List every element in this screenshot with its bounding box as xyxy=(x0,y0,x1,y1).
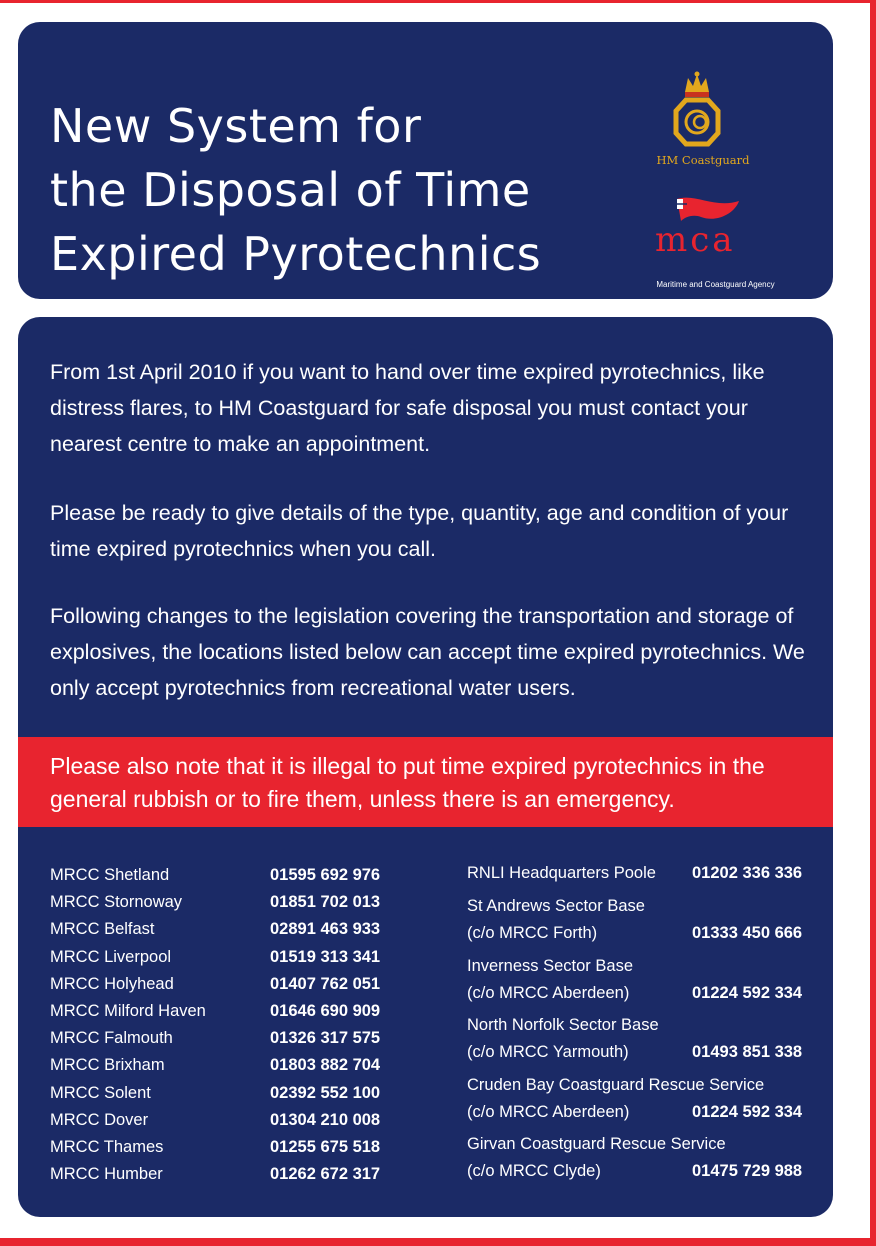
contact-name: MRCC Stornoway xyxy=(50,893,183,912)
contact-row xyxy=(50,948,410,975)
contact-entry xyxy=(467,1135,817,1195)
title-line-3: Expired Pyrotechnics xyxy=(50,227,542,281)
contact-via: (c/o MRCC Yarmouth) xyxy=(467,1043,629,1061)
contact-name: Girvan Coastguard Rescue Service xyxy=(467,1135,726,1153)
contact-phone: 02891 463 933 xyxy=(270,920,381,939)
contact-phone: 01595 692 976 xyxy=(270,866,381,884)
warning-banner xyxy=(18,737,833,827)
contact-row xyxy=(50,1111,410,1138)
hm-coastguard-crest-icon xyxy=(668,70,726,160)
contact-entry xyxy=(467,957,817,1017)
page-title xyxy=(50,94,610,286)
contact-via: (c/o MRCC Clyde) xyxy=(467,1162,601,1180)
contact-entry xyxy=(467,897,817,957)
contact-via: (c/o MRCC Aberdeen) xyxy=(467,983,630,1002)
contact-phone: 01304 210 008 xyxy=(270,1110,381,1129)
contact-phone: 02392 552 100 xyxy=(270,1083,381,1102)
contact-phone: 01262 672 317 xyxy=(270,1165,381,1184)
contact-via: (c/o MRCC Aberdeen) xyxy=(467,1102,630,1121)
mca-logo-text: mca xyxy=(655,220,736,260)
contact-row xyxy=(50,1056,410,1083)
contact-name: North Norfolk Sector Base xyxy=(467,1016,659,1034)
contact-phone: 01333 450 666 xyxy=(692,924,803,942)
contact-row xyxy=(50,1029,410,1056)
contact-entry xyxy=(467,1076,817,1136)
coastguard-label: HM Coastguard xyxy=(656,153,750,167)
intro-paragraph: From 1st April 2010 if you want to hand over time expired pyrotechnics, like distress flares, to HM Coastguard for safe disposal you must contact your nearest centre to make an appointment. xyxy=(50,360,765,456)
contact-phone: 01493 851 338 xyxy=(692,1043,803,1061)
legislation-paragraph: Following changes to the legislation covering the transportation and storage of explosives, the locations listed below can accept time expired pyrotechnics. We only accept pyrotechnics from recreational water users. xyxy=(50,604,805,700)
contact-name: MRCC Milford Haven xyxy=(50,1001,206,1020)
warning-text: Please also note that it is illegal to put time expired pyrotechnics in the general rubbish or to fire them, unless there is an emergency. xyxy=(50,753,765,812)
contact-name: MRCC Brixham xyxy=(50,1056,165,1075)
contact-via: (c/o MRCC Forth) xyxy=(467,924,598,942)
contact-phone: 01851 702 013 xyxy=(270,893,381,912)
contact-entry xyxy=(467,864,817,897)
content-panel xyxy=(18,317,833,1217)
contact-row xyxy=(50,975,410,1002)
contact-name: Inverness Sector Base xyxy=(467,956,633,975)
contact-name: MRCC Solent xyxy=(50,1083,151,1102)
contact-phone: 01475 729 988 xyxy=(692,1162,803,1180)
contact-row xyxy=(50,893,410,920)
contact-phone: 01803 882 704 xyxy=(270,1056,381,1075)
contact-row xyxy=(50,866,410,893)
contact-entry xyxy=(467,1016,817,1076)
header-panel xyxy=(18,22,833,299)
contact-name: Cruden Bay Coastguard Rescue Service xyxy=(467,1075,765,1094)
contact-name: RNLI Headquarters Poole xyxy=(467,864,656,882)
contact-name: MRCC Thames xyxy=(50,1137,164,1156)
contact-phone: 01646 690 909 xyxy=(270,1001,381,1020)
contact-phone: 01202 336 336 xyxy=(692,864,803,882)
contact-row xyxy=(50,920,410,947)
contact-row xyxy=(50,1002,410,1029)
title-line-1: New System for xyxy=(50,99,422,153)
contact-row xyxy=(50,1138,410,1165)
contacts-list-left xyxy=(50,866,410,1192)
contact-row xyxy=(50,1084,410,1111)
contact-name: MRCC Liverpool xyxy=(50,947,172,966)
contact-phone: 01224 592 334 xyxy=(692,1102,803,1121)
mca-full-name: Maritime and Coastguard Agency xyxy=(656,280,775,289)
contact-phone: 01224 592 334 xyxy=(692,983,803,1002)
contact-phone: 01519 313 341 xyxy=(270,947,381,966)
contact-name: MRCC Dover xyxy=(50,1110,149,1129)
contact-phone: 01326 317 575 xyxy=(270,1029,381,1048)
contact-phone: 01407 762 051 xyxy=(270,974,381,993)
contact-name: MRCC Falmouth xyxy=(50,1029,173,1048)
contact-name: MRCC Humber xyxy=(50,1165,163,1184)
contact-phone: 01255 675 518 xyxy=(270,1137,381,1156)
contact-name: MRCC Holyhead xyxy=(50,974,174,993)
contacts-list-right xyxy=(467,864,817,1195)
contact-name: MRCC Shetland xyxy=(50,866,170,884)
contact-name: MRCC Belfast xyxy=(50,920,155,939)
contact-name: St Andrews Sector Base xyxy=(467,897,645,915)
details-paragraph: Please be ready to give details of the type, quantity, age and condition of your time expired pyrotechnics when you call. xyxy=(50,501,789,561)
contact-row xyxy=(50,1165,410,1192)
title-line-2: the Disposal of Time xyxy=(50,163,531,217)
